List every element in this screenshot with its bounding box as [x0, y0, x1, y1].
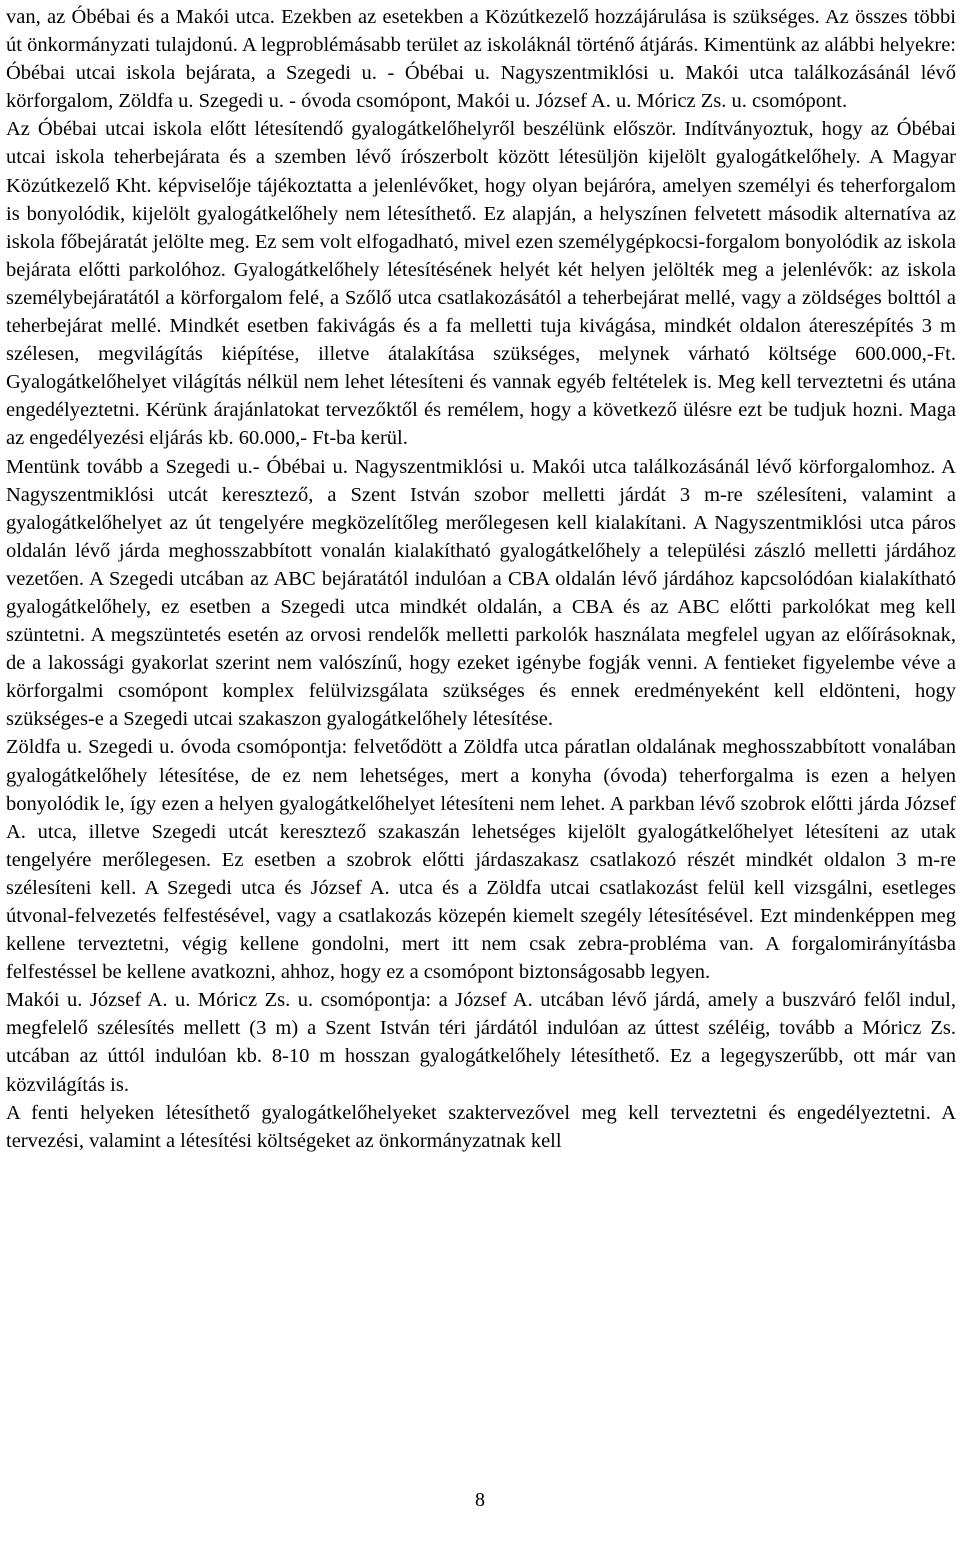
paragraph-makoi-junction: Makói u. József A. u. Móricz Zs. u. csomópontja: a József A. utcában lévő járdá, amely a buszváró felől indul, megfelelő szélesítés mellett (3 m) a Szent István téri járdától indulóan az úttest széléig, tovább a Móricz Zs. utcában az úttól indulóan kb. 8-10 m hosszan gyalogátkelőhely létesíthető. Ez a legegyszerűbb, ott már van közvilágítás is. — [6, 989, 956, 1096]
body-text — [6, 0, 956, 1155]
page-number: 8 — [475, 1489, 485, 1511]
paragraph-conclusion: A fenti helyeken létesíthető gyalogátkelőhelyeket szaktervezővel meg kell terveztetni és engedélyeztetni. A tervezési, valamint a létesítési költségeket az önkormányzatnak kell — [6, 1101, 956, 1152]
paragraph-roundabout: Mentünk tovább a Szegedi u.- Óbébai u. Nagyszentmiklósi u. Makói utca találkozásánál lévő körforgalomhoz. A Nagyszentmiklósi utcát keresztező, a Szent István szobor melletti járdát 3 m-re szélesíteni, valamint a gyalogátkelőhelyet az út tengelyére megközelítőleg merőlegesen kell kialakítani. A Nagyszentmiklósi utca páros oldalán lévő járda meghosszabbított vonalán kialakítható gyalogátkelőhely a települési zászló melletti járdához vezetően. A Szegedi utcában az ABC bejáratától indulóan a CBA oldalán lévő járdához kapcsolódóan kialakítható gyalogátkelőhely, ez esetben a Szegedi utca mindkét oldalán, a CBA és az ABC előtti parkolókat meg kell szüntetni. A megszüntetés esetén az orvosi rendelők melletti parkolók használata megfelel ugyan az előírásoknak, de a lakossági gyakorlat szerint nem valószínű, hogy ezeket igénybe fogják venni. A fentieket figyelembe véve a körforgalmi csomópont komplex felülvizsgálata szükséges és ennek eredményeként kell eldönteni, hogy szükséges-e a Szegedi utcai szakaszon gyalogátkelőhely létesítése. — [6, 455, 956, 731]
paragraph-zoldfa-junction: Zöldfa u. Szegedi u. óvoda csomópontja: felvetődött a Zöldfa utca páratlan oldalának meghosszabbított vonalában gyalogátkelőhely létesítése, de ez nem lehetséges, mert a konyha (óvoda) teherforgalma is ezen a helyen bonyolódik le, így ezen a helyen gyalogátkelőhelyet létesíteni nem lehet. A parkban lévő szobrok előtti járda József A. utca, illetve Szegedi utcát keresztező szakaszán lehetséges kijelölt gyalogátkelőhelyet létesíteni az utak tengelyére merőlegesen. Ez esetben a szobrok előtti járdaszakasz csatlakozó részét mindkét oldalon 3 m-re szélesíteni kell. A Szegedi utca és József A. utca és a Zöldfa utcai csatlakozást felül kell vizsgálni, esetleges útvonal-felvezetés felfestésével, vagy a csatlakozás közepén kiemelt szegély létesítésével. Ezt mindenképpen meg kellene terveztetni, végig kellene gondolni, mert itt nem csak zebra-probléma van. A forgalomirányításba felfestéssel be kellene avatkozni, ahhoz, hogy ez a csomópont biztonságosabb legyen. — [6, 736, 956, 984]
paragraph-intersections: van, az Óbébai és a Makói utca. Ezekben az esetekben a Közútkezelő hozzájárulása is szükséges. Az összes többi út önkormányzati tulajdonú. A legproblémásabb terület az iskoláknál történő átjárás. Kimentünk az alábbi helyekre: Óbébai utcai iskola bejárata, a Szegedi u. - Óbébai u. Nagyszentmiklósi u. Makói utca találkozásánál lévő körforgalom, Zöldfa u. Szegedi u. - óvoda csomópont, Makói u. József A. u. Móricz Zs. u. csomópont. — [6, 6, 956, 113]
paragraph-obebai-school: Az Óbébai utcai iskola előtt létesítendő gyalogátkelőhelyről beszélünk először. Indítványoztuk, hogy az Óbébai utcai iskola teherbejárata és a szemben lévő írószerbolt között létesüljön kijelölt gyalogátkelőhely. A Magyar Közútkezelő Kht. képviselője tájékoztatta a jelenlévőket, hogy olyan bejáróra, amelyen személyi és teherforgalom is bonyolódik, kijelölt gyalogátkelőhely nem létesíthető. Ez alapján, a helyszínen felvetett második alternatíva az iskola főbejáratát jelölte meg. Ez sem volt elfogadható, mivel ezen személygépkocsi-forgalom bonyolódik az iskola bejárata előtti parkolóhoz. Gyalogátkelőhely létesítésének helyét két helyen jelölték meg a jelenlévők: az iskola személybejáratától a körforgalom felé, a Szőlő utca csatlakozásától a teherbejárat mellé, vagy a zöldséges bolttól a teherbejárat mellé. Mindkét esetben fakivágás és a fa melletti tuja kivágása, mindkét oldalon átereszépítés 3 m szélesen, megvilágítás kiépítése, illetve átalakítása szükséges, melynek várható költsége 600.000,-Ft. Gyalogátkelőhelyet világítás nélkül nem lehet létesíteni és vannak egyéb feltételek is. Meg kell terveztetni és utána engedélyeztetni. Kérünk árajánlatokat tervezőktől és remélem, hogy a következő ülésre ezt be tudjuk hozni. Maga az engedélyezési eljárás kb. 60.000,- Ft-ba kerül. — [6, 118, 956, 450]
